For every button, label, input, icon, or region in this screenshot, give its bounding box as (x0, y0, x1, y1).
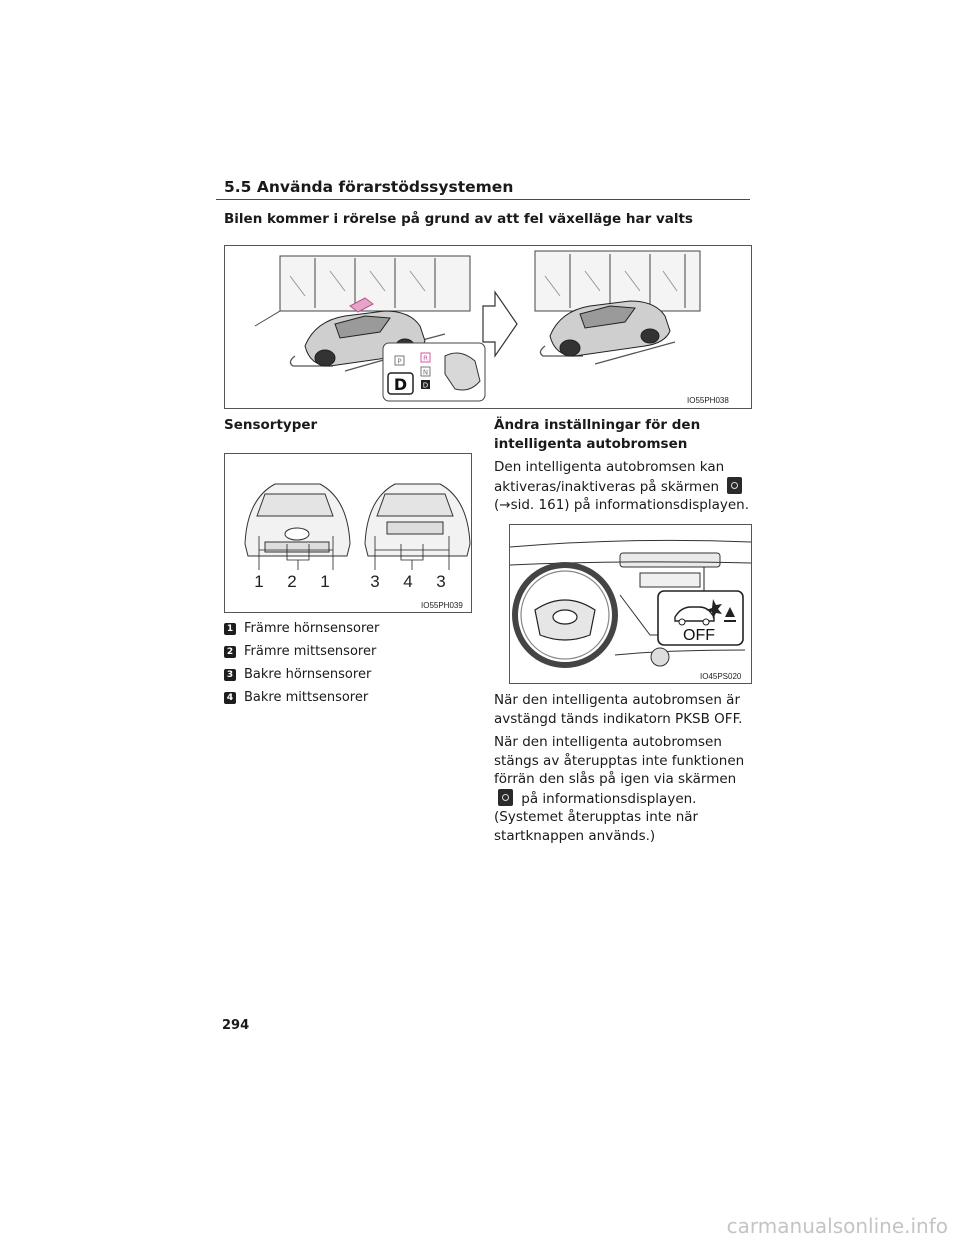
settings-para3-end: på informationsdisplayen. (Systemet återupptas inte när startknappen används.) (494, 790, 699, 844)
gear-r-letter: R (423, 354, 428, 363)
settings-paragraph-2: När den intelligenta autobromsen är avstängd tänds indikatorn PKSB OFF. (494, 692, 743, 727)
list-item (224, 666, 474, 684)
transition-arrow (483, 292, 517, 356)
item-label: Bakre hörnsensorer (244, 667, 372, 682)
callout-4: 4 (403, 572, 413, 591)
indicator-off-label: OFF (683, 627, 715, 644)
callout-1-left: 1 (254, 572, 264, 591)
gear-d-large: D (393, 375, 408, 394)
intro-heading: Bilen kommer i rörelse på grund av att fel växelläge har valts (224, 211, 693, 227)
item-number-badge: 1 (224, 623, 236, 635)
item-label: Bakre mittsensorer (244, 690, 369, 705)
callout-1-right: 1 (320, 572, 330, 591)
settings-para1-text: Den intelligenta autobromsen kan aktiveras/inaktiveras på skärmen (494, 459, 725, 495)
list-item (224, 620, 474, 638)
gear-p-letter: P (397, 357, 402, 366)
settings-paragraph-3 (494, 733, 752, 845)
settings-para1-ref: (→sid. 161) på informationsdisplayen. (494, 497, 750, 513)
gear-n-letter: N (422, 368, 429, 377)
watermark: carmanualsonline.info (726, 1214, 948, 1238)
callout-3-left: 3 (370, 572, 380, 591)
item-label: Främre hörnsensorer (244, 621, 380, 636)
settings-paragraph-1 (494, 458, 752, 515)
settings-para3-text: När den intelligenta autobromsen stängs av återupptas inte funktionen förrän den slås på igen via skärmen (494, 734, 745, 787)
page-number: 294 (222, 1018, 250, 1033)
callout-3-right: 3 (436, 572, 446, 591)
car-rear-view (365, 484, 470, 556)
sensor-positions-illustration (225, 454, 471, 612)
store-building-right (535, 251, 700, 311)
item-number-badge: 2 (224, 646, 236, 658)
steering-wheel (515, 565, 615, 665)
sensor-list (224, 620, 474, 712)
item-number-badge: 3 (224, 669, 236, 681)
sensors-heading: Sensortyper (224, 417, 318, 433)
figure3-code: IO45PS020 (700, 672, 742, 681)
section-title: 5.5 Använda förarstödssystemen (224, 178, 514, 196)
parking-scene-illustration (225, 246, 751, 408)
settings-screen-icon (727, 477, 742, 494)
gear-inset (383, 343, 485, 401)
figure-dashboard (509, 524, 752, 684)
figure-wrong-gear (224, 245, 752, 409)
section-divider (216, 199, 750, 200)
settings-screen-icon (498, 789, 513, 806)
settings-heading: Ändra inställningar för den intelligenta autobromsen (494, 417, 701, 452)
figure2-code: IO55PH039 (421, 601, 463, 610)
dashboard-illustration (510, 525, 751, 683)
figure1-code: IO55PH038 (687, 396, 729, 405)
car-front-view (245, 484, 350, 556)
item-label: Främre mittsensorer (244, 644, 377, 659)
item-number-badge: 4 (224, 692, 236, 704)
list-item (224, 643, 474, 661)
list-item (224, 689, 474, 707)
gear-d-small: D (422, 381, 429, 390)
callout-2: 2 (287, 572, 297, 591)
figure-sensor-positions (224, 453, 472, 613)
